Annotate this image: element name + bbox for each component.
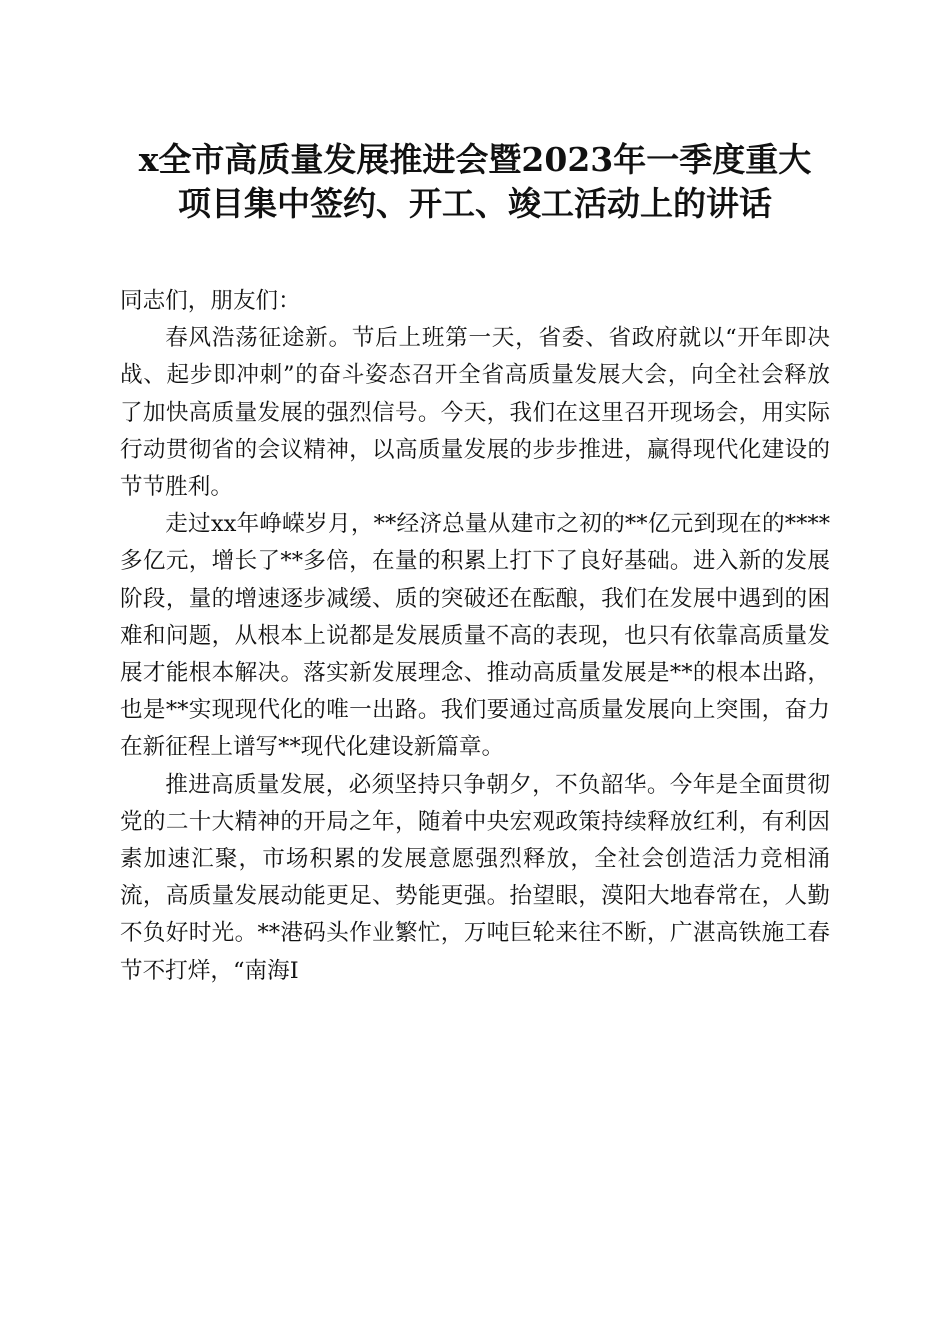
title-line-1: x全市高质量发展推进会暨2023年一季度重大 xyxy=(138,140,812,179)
document-body xyxy=(120,283,830,990)
title-line-2: 项目集中签约、开工、竣工活动上的讲话 xyxy=(178,184,772,223)
salutation: 同志们，朋友们： xyxy=(120,288,301,314)
paragraph-1: 春风浩荡征途新。节后上班第一天，省委、省政府就以“开年即决战、起步即冲刺”的奋斗姿态召开全省高质量发展大会，向全社会释放了加快高质量发展的强烈信号。今天，我们在这里召开现场会，用实际行动贯彻省的会议精神，以高质量发展的步步推进，赢得现代化建设的节节胜利。 xyxy=(120,325,830,501)
paragraph-2: 走过xx年峥嵘岁月，**经济总量从建市之初的**亿元到现在的****多亿元，增长了**多倍，在量的积累上打下了良好基础。进入新的发展阶段，量的增速逐步减缓、质的突破还在酝酿，我们在发展中遇到的困难和问题，从根本上说都是发展质量不高的表现，也只有依靠高质量发展才能根本解决。落实新发展理念、推动高质量发展是**的根本出路，也是**实现现代化的唯一出路。我们要通过高质量发展向上突围，奋力在新征程上谱写**现代化建设新篇章。 xyxy=(120,511,830,761)
paragraph-3: 推进高质量发展，必须坚持只争朝夕，不负韶华。今年是全面贯彻党的二十大精神的开局之年，随着中央宏观政策持续释放红利，有利因素加速汇聚，市场积累的发展意愿强烈释放，全社会创造活力竞相涌流，高质量发展动能更足、势能更强。抬望眼，漠阳大地春常在，人勤不负好时光。**港码头作业繁忙，万吨巨轮来往不断，广湛高铁施工春节不打烊，“南海Ⅰ xyxy=(120,771,830,984)
document-page xyxy=(120,138,830,990)
document-title xyxy=(120,138,830,226)
